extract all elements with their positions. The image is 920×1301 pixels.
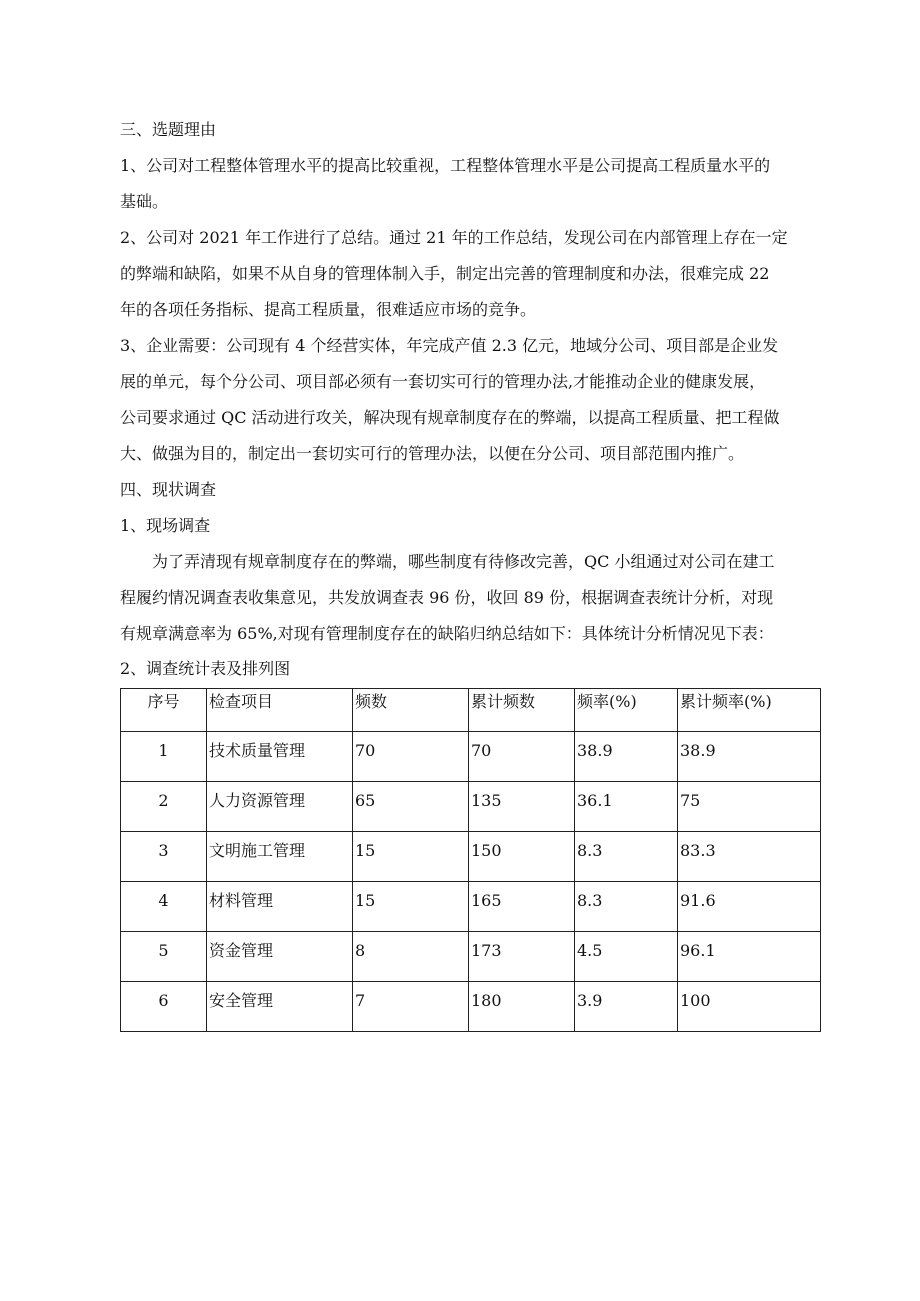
paragraph-line: 为了弄清现有规章制度存在的弊端，哪些制度有待修改完善，QC 小组通过对公司在建工 — [152, 552, 775, 571]
table-cell: 91.6 — [678, 882, 821, 932]
table-cell: 5 — [121, 932, 207, 982]
table-caption: 2、调查统计表及排列图 — [120, 659, 291, 678]
table-cell: 135 — [469, 782, 575, 832]
table-cell: 75 — [678, 782, 821, 832]
table-cell: 70 — [353, 732, 469, 782]
header-cell: 频率(%) — [575, 689, 678, 732]
header-cell: 累计频率(%) — [678, 689, 821, 732]
table-cell: 3.9 — [575, 982, 678, 1032]
table-row — [121, 732, 821, 782]
table-cell: 38.9 — [678, 732, 821, 782]
survey-statistics-table — [120, 688, 821, 1032]
table-cell: 技术质量管理 — [207, 732, 353, 782]
paragraph-line: 1、公司对工程整体管理水平的提高比较重视，工程整体管理水平是公司提高工程质量水平的 — [120, 156, 771, 175]
table-cell: 150 — [469, 832, 575, 882]
header-cell: 序号 — [121, 689, 207, 732]
header-cell: 检查项目 — [207, 689, 353, 732]
table-cell: 人力资源管理 — [207, 782, 353, 832]
paragraph-line: 大、做强为目的，制定出一套切实可行的管理办法，以便在分公司、项目部范围内推广。 — [120, 444, 745, 463]
table-cell: 15 — [353, 832, 469, 882]
table-cell: 2 — [121, 782, 207, 832]
table-row — [121, 882, 821, 932]
table-cell: 6 — [121, 982, 207, 1032]
paragraph-line: 公司要求通过 QC 活动进行攻关，解决现有规章制度存在的弊端，以提高工程质量、把工程做 — [120, 408, 780, 427]
paragraph-line: 2、公司对 2021 年工作进行了总结。通过 21 年的工作总结，发现公司在内部管理上存在一定 — [120, 228, 788, 247]
table-cell: 173 — [469, 932, 575, 982]
table-cell: 15 — [353, 882, 469, 932]
table-cell: 7 — [353, 982, 469, 1032]
paragraph-line: 程履约情况调查表收集意见，共发放调查表 96 份，收回 89 份，根据调查表统计分析，对现 — [120, 588, 774, 607]
table-cell: 安全管理 — [207, 982, 353, 1032]
table-header-row — [121, 689, 821, 732]
table-cell: 8.3 — [575, 882, 678, 932]
table-cell: 资金管理 — [207, 932, 353, 982]
table-cell: 1 — [121, 732, 207, 782]
table-cell: 100 — [678, 982, 821, 1032]
table-cell: 38.9 — [575, 732, 678, 782]
table-cell: 4 — [121, 882, 207, 932]
paragraph-line: 的弊端和缺陷，如果不从自身的管理体制入手，制定出完善的管理制度和办法，很难完成 22 — [120, 264, 770, 283]
table-cell: 180 — [469, 982, 575, 1032]
table-cell: 8.3 — [575, 832, 678, 882]
header-cell: 频数 — [353, 689, 469, 732]
paragraph-line: 展的单元，每个分公司、项目部必须有一套切实可行的管理办法,才能推动企业的健康发展， — [120, 372, 766, 391]
document-body — [120, 112, 820, 684]
table-cell: 36.1 — [575, 782, 678, 832]
section-heading: 三、选题理由 — [120, 120, 217, 139]
table-cell: 材料管理 — [207, 882, 353, 932]
table-cell: 165 — [469, 882, 575, 932]
section-heading: 四、现状调查 — [120, 480, 217, 499]
table-row — [121, 932, 821, 982]
table-cell: 4.5 — [575, 932, 678, 982]
paragraph-line: 有规章满意率为 65%,对现有管理制度存在的缺陷归纳总结如下：具体统计分析情况见下表： — [120, 624, 774, 643]
paragraph-line: 3、企业需要：公司现有 4 个经营实体，年完成产值 2.3 亿元，地域分公司、项目部是企业发 — [120, 336, 779, 355]
table-cell: 70 — [469, 732, 575, 782]
table-row — [121, 832, 821, 882]
paragraph-line: 基础。 — [120, 192, 169, 211]
table-cell: 96.1 — [678, 932, 821, 982]
subsection-heading: 1、现场调查 — [120, 516, 211, 535]
table-cell: 8 — [353, 932, 469, 982]
table-row — [121, 982, 821, 1032]
table-cell: 3 — [121, 832, 207, 882]
table-cell: 83.3 — [678, 832, 821, 882]
paragraph-line: 年的各项任务指标、提高工程质量，很难适应市场的竞争。 — [120, 300, 537, 319]
table-cell: 65 — [353, 782, 469, 832]
table-cell: 文明施工管理 — [207, 832, 353, 882]
header-cell: 累计频数 — [469, 689, 575, 732]
table-row — [121, 782, 821, 832]
